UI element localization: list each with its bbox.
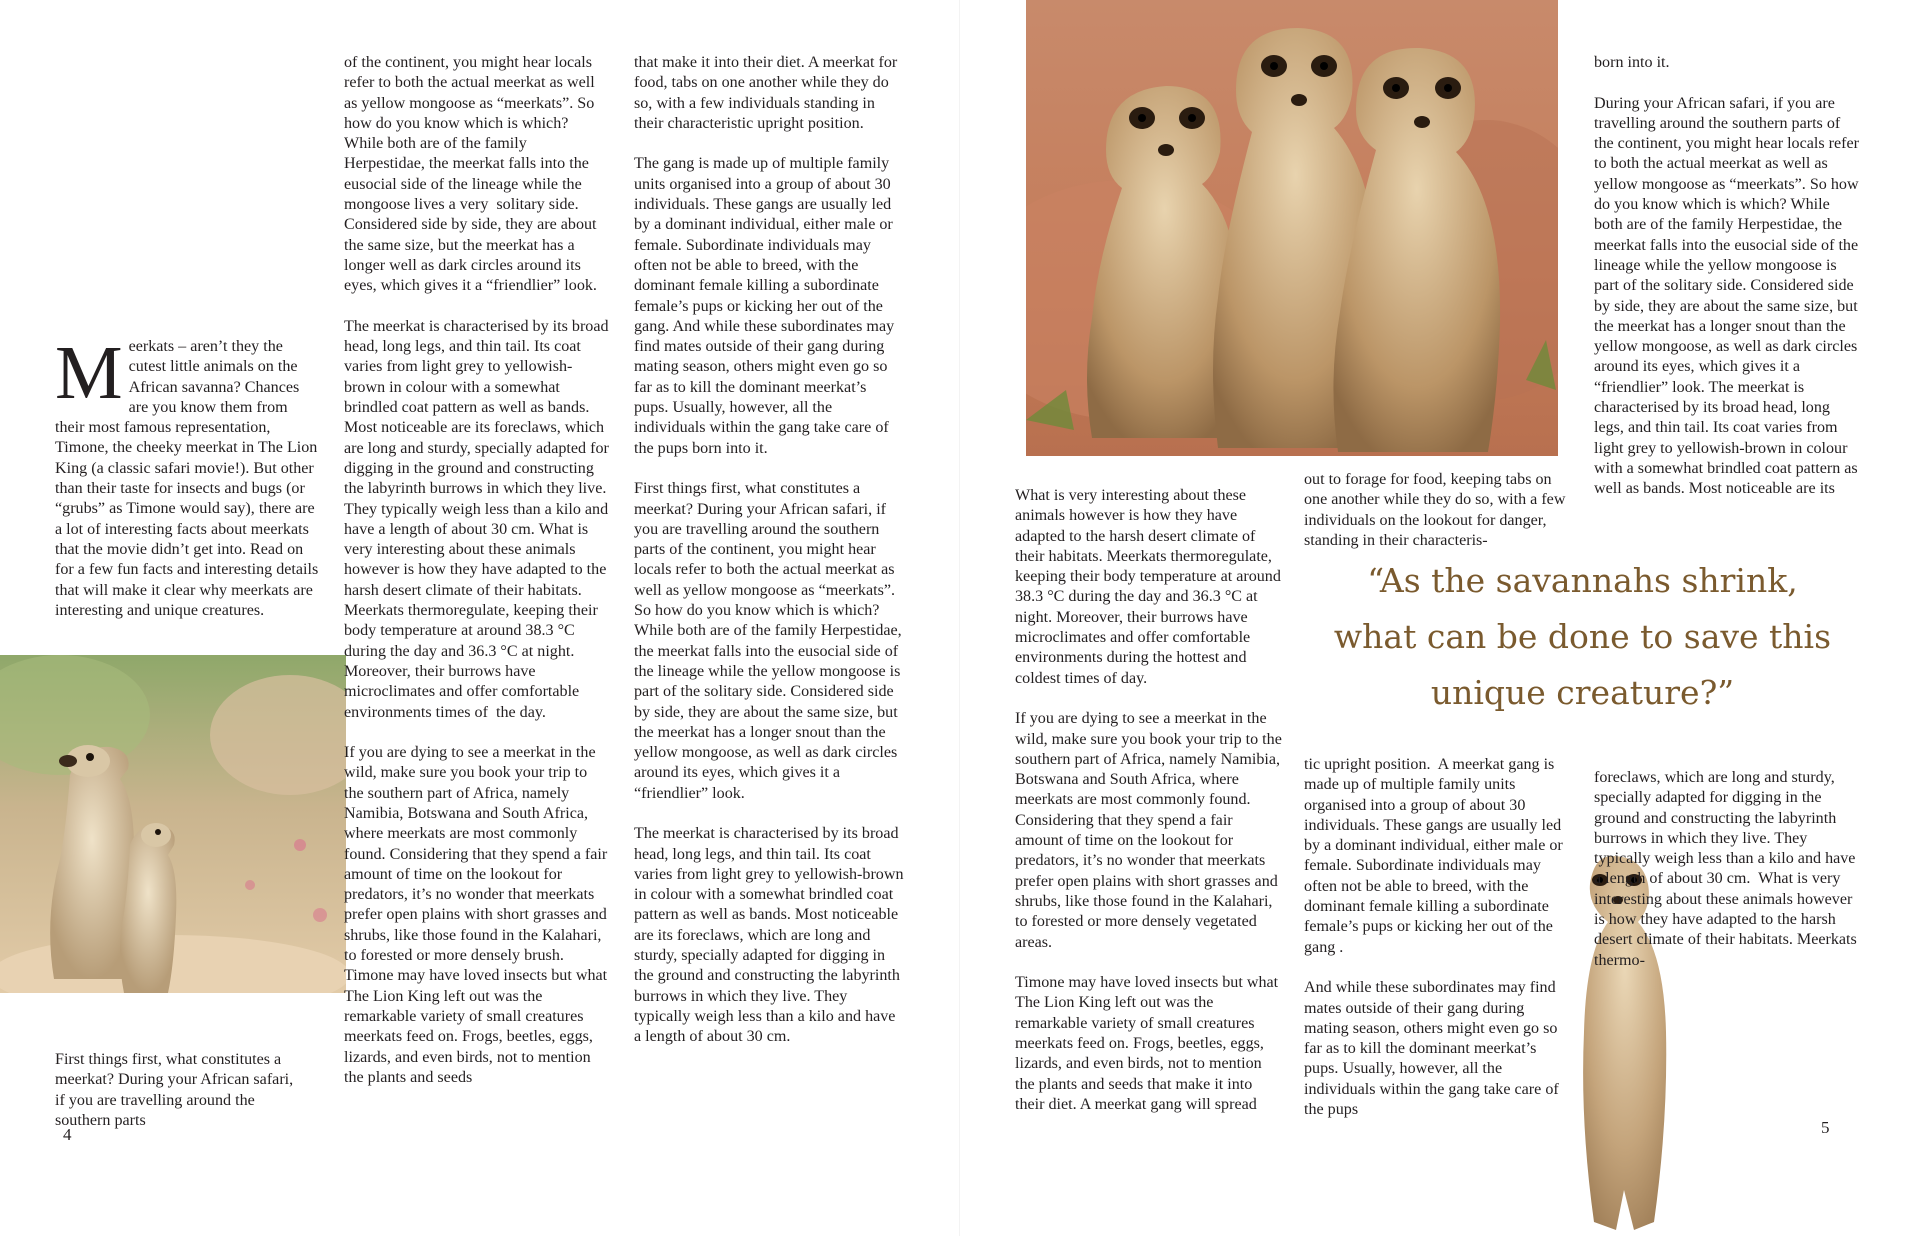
paragraph: out to forage for food, keeping tabs on one another while they do so, with a few individuals on the lookout for danger, standing in their characteris- (1304, 471, 1570, 549)
paragraph: that make it into their diet. A meerkat for food, tabs on one another while they do so, with a few individuals standing in their characteristic upright position. (634, 54, 902, 132)
paragraph: What is very interesting about these animals however is how they have adapted to the harsh desert climate of their habitats. Meerkats thermoregulate, keeping their body temperature at around 38.3 °C during the day and 36.3 °C at night. Moreover, their burrows have microclimates and offer comfortable environments during the hottest and coldest times of day. (1015, 487, 1285, 687)
paragraph: tic upright position. A meerkat gang is made up of multiple family units organised into a group of about 30 individuals. These gangs are usually led by a dominant individual, either male or female. Subordinate individuals may often not be able to breed, with the dominant female killing a subordinate female’s pups or kicking her out of the gang . (1304, 756, 1567, 956)
paragraph: First things first, what constitutes a meerkat? During your African safari, if you are travelling around the southern parts of the continent, you might hear locals refer to both the actual meerkat as well as yellow mongoose as “meerkats”. So how do you know which is which? While both are of the family Herpestidae, the meerkat falls into the eusocial side of the lineage while the yellow mongoose is part of the solitary side. Considered side by side, they are about the same size, but the meerkat has a longer snout than the yellow mongoose, as well as dark circles around its eyes, which gives it a “friendlier” look. (634, 480, 906, 802)
paragraph: The meerkat is characterised by its broad head, long legs, and thin tail. Its coat varies from light grey to yellowish-brown in colour with a somewhat brindled coat pattern as well as bands. Most noticeable are its foreclaws, which are long and sturdy, specially adapted for digging in the ground and constructing the labyrinth burrows in which they live. They typically weigh less than a kilo and have a length of about 30 cm. (634, 825, 908, 1046)
page-number-left: 4 (63, 1125, 72, 1144)
paragraph: If you are dying to see a meerkat in the wild, make sure you book your trip to the southern part of Africa, namely Namibia, Botswana and South Africa, where meerkats are most commonly found. Considering that they spend a fair amount of time on the lookout for predators, it’s no wonder that meerkats prefer open plains with short grasses and shrubs, like those found in the Kalahari, to forested or more densely brush. Timone may have loved insects but what The Lion King left out was the remarkable variety of small creatures meerkats feed on. Frogs, beetles, eggs, lizards, and even birds, not to mention the plants and seeds (344, 744, 612, 1086)
pull-quote: “As the savannahs shrink, what can be done to save this unique creature?” (1333, 561, 1832, 712)
paragraph: First things first, what constitutes a meerkat? During your African safari, if you are travelling around the southern parts (55, 1051, 298, 1129)
column-3 (634, 53, 908, 1048)
paragraph: of the continent, you might hear locals refer to both the actual meerkat as well as yellow mongoose as “meerkats”. So how do you know which is which? While both are of the family Herpestidae, the meerkat falls into the eusocial side of the lineage while the mongoose lives a very solitary side. Considered side by side, they are about the same size, but the meerkat has a longer well as dark circles around its eyes, which gives it a “friendlier” look. (344, 54, 601, 295)
three-meerkats-photo (1026, 0, 1558, 456)
paragraph: foreclaws, which are long and sturdy, specially adapted for digging in the ground and constructing the labyrinth burrows in which they live. They typically weigh less than a kilo and have a length of about 30 cm. What is very interesting about these animals however is how they have adapted to the harsh desert climate of their habitats. Meerkats thermo- (1594, 769, 1861, 969)
intro-paragraph (55, 331, 323, 621)
paragraph: Timone may have loved insects but what The Lion King left out was the remarkable variety of small creatures meerkats feed on. Frogs, beetles, eggs, lizards, and even birds, not to mention the plants and seeds that make it into their diet. A meerkat gang will spread (1015, 974, 1282, 1113)
paragraph: born into it. (1594, 54, 1670, 71)
column-2-bottom (1304, 755, 1572, 1120)
column-1-bottom (55, 1050, 305, 1131)
page-number-right: 5 (1821, 1118, 1830, 1137)
drop-cap: M (55, 331, 123, 415)
column-2 (344, 53, 613, 1088)
meerkat-mother-and-pup-photo (0, 655, 346, 993)
intro-text: eerkats – aren’t they the cutest little animals on the African savanna? Chances are you know them from their most famous representation, Timone, the cheeky meerkat in The Lion King (a classic safari movie!). But other than their taste for insects and bugs (or “grubs” as Timone would say), there are a lot of interesting facts about meerkats that the movie didn’t get into. Read on for a few fun facts and interesting details that will make it clear why meerkats are interesting and unique creatures. (55, 338, 323, 619)
column-2-top (1304, 470, 1574, 551)
right-page (960, 0, 1920, 1236)
intro-column (55, 331, 323, 621)
paragraph: And while these subordinates may find mates outside of their gang during mating season, others might even go so far as to kill the dominant meerkat’s pups. Usually, however, all the individuals within the gang take care of the pups (1304, 979, 1563, 1119)
paragraph: The gang is made up of multiple family units organised into a group of about 30 individuals. These gangs are usually led by a dominant individual, either male or female. Subordinate individuals may often not be able to breed, with the dominant female killing a subordinate female’s pups or kicking her out of the gang. And while these subordinates may find mates outside of their gang during mating season, others might even go so far as to kill the dominant meerkat’s pups. Usually, however, all the individuals within the gang take care of the pups born into it. (634, 155, 899, 457)
column-3-top (1594, 53, 1862, 500)
paragraph: If you are dying to see a meerkat in the wild, make sure you book your trip to the southern part of Africa, namely Namibia, Botswana and South Africa, where meerkats are most commonly found. Considering that they spend a fair amount of time on the lookout for predators, it’s no wonder that meerkats prefer open plains with short grasses and shrubs, like those found in the Kalahari, to forested or more densely vegetated areas. (1015, 710, 1286, 951)
column-1 (1015, 486, 1286, 1115)
column-3-bottom (1594, 768, 1862, 971)
paragraph: The meerkat is characterised by its broad head, long legs, and thin tail. Its coat varies from light grey to yellowish-brown in colour with a somewhat brindled coat pattern as well as bands. Most noticeable are its foreclaws, which are long and sturdy, specially adapted for digging in the ground and constructing the labyrinth burrows in which they live. They typically weigh less than a kilo and have a length of about 30 cm. What is very interesting about these animals however is how they have adapted to the harsh desert climate of their habitats. Meerkats thermoregulate, keeping their body temperature at around 38.3 °C during the day and 36.3 °C at night. Moreover, their burrows have microclimates and offer comfortable environments times of the day. (344, 317, 613, 721)
paragraph: During your African safari, if you are travelling around the southern parts of the continent, you might hear locals refer to both the actual meerkat as well as yellow mongoose as “meerkats”. So how do you know which is which? While both are of the family Herpestidae, the meerkat falls into the eusocial side of the lineage while the yellow mongoose is part of the solitary side. Considered side by side, they are about the same size, but the meerkat has a longer snout than the yellow mongoose, as well as dark circles around its eyes, which gives it a “friendlier” look. The meerkat is characterised by its broad head, long legs, and thin tail. Its coat varies from light grey to yellowish-brown in colour with a somewhat brindled coat pattern as well as bands. Most noticeable are its (1594, 94, 1864, 498)
